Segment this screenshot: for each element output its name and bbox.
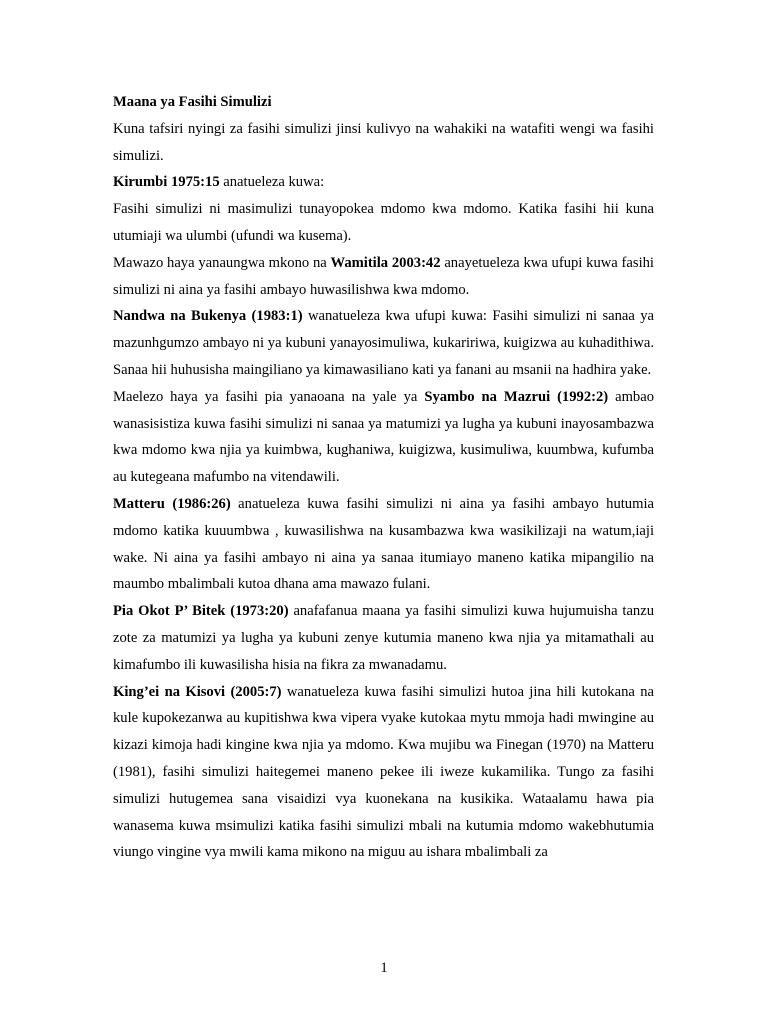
document-title: Maana ya Fasihi Simulizi (113, 94, 272, 110)
citation-text: Kirumbi 1975:15 (113, 174, 220, 191)
body-text: Fasihi simulizi ni masimulizi tunayopokea mdomo kwa mdomo. Katika fasihi hii kuna utumiaji wa ulumbi (ufundi wa kusema). (113, 201, 654, 244)
body-text: anayetueleza kwa ufupi kuwa fasihi simulizi ni aina ya fasihi ambayo huwasilishwa kwa mdomo. (113, 254, 654, 298)
body-text: anafafanua maana ya fasihi simulizi kuwa hujumuisha tanzu zote za matumizi ya lugha ya kubuni zenye kutumia maneno kwa njia ya mitamathali au kimafumbo ili kuwasilisha hisia na fikra za mwanadamu. (113, 603, 654, 673)
body-text: Maelezo haya ya fasihi pia yanaoana na yale ya (113, 388, 425, 405)
body-text: wanatueleza kuwa fasihi simulizi hutoa jina hili kutokana na kule kupokezanwa au kupitishwa kwa vipera vyake kutokaa mytu mmoja hadi mwingine au kizazi kimoja hadi kingine kwa njia ya mdomo. Kwa mujibu wa Finegan (1970) na Matteru (1981), fasihi simulizi haitegemei maneno pekee ili iweze kukamilika. Tungo za fasihi simulizi hutugemea sana visaidizi vya kuonekana na kusikika. Wataalamu hawa pia wanasema kuwa msimulizi katika fasihi simulizi mbali na kutumia mdomo wakebhutumia viungo vingine vya mwili kama mikono na miguu au ishara mbalimbali za (113, 683, 654, 861)
document-body (113, 116, 654, 866)
paragraph (113, 169, 654, 196)
paragraph (113, 491, 654, 598)
paragraph (113, 384, 654, 491)
body-text: anatueleza kuwa fasihi simulizi ni aina ya fasihi ambayo hutumia mdomo katika kuuumbwa , kuwasilishwa na kusambazwa kwa wasikilizaji na watum,iaji wake. Ni aina ya fasihi ambayo ni aina ya sanaa itumiayo maneno katika mipangilio na maumbo mbalimbali kutoa dhana ama mawazo fulani. (113, 495, 654, 593)
body-text: Mawazo haya yanaungwa mkono na (113, 254, 331, 271)
paragraph (113, 196, 654, 250)
page-number: 1 (380, 960, 388, 976)
body-text: ambao wanasisistiza kuwa fasihi simulizi ni sanaa ya matumizi ya lugha ya kubuni inayosambazwa kwa mdomo kwa njia ya kuimbwa, kughaniwa, kuigizwa, kusimuliwa, kuumbwa, kufumba au kutegeana mafumbo na vitendawili. (113, 388, 654, 486)
citation-text: Syambo na Mazrui (1992:2) (424, 388, 609, 405)
paragraph (113, 598, 654, 678)
body-text: Kuna tafsiri nyingi za fasihi simulizi jinsi kulivyo na wahakiki na watafiti wengi wa fasihi simulizi. (113, 120, 654, 164)
paragraph (113, 250, 654, 304)
paragraph (113, 679, 654, 867)
citation-text: Pia Okot P’ Bitek (1973:20) (113, 603, 289, 620)
document-page (113, 89, 654, 866)
body-text: wanatueleza kwa ufupi kuwa: Fasihi simulizi ni sanaa ya mazunhgumzo ambayo ni ya kubuni yanayosimuliwa, kukaririwa, kuigizwa au kuhadithiwa. Sanaa hii huhusisha maingiliano ya kimawasiliano kati ya fanani au msanii na hadhira yake. (113, 308, 654, 378)
citation-text: Matteru (1986:26) (113, 495, 231, 512)
paragraph (113, 303, 654, 383)
citation-text: Nandwa na Bukenya (1983:1) (113, 308, 303, 325)
citation-text: Wamitila 2003:42 (330, 254, 441, 271)
paragraph (113, 116, 654, 170)
body-text: anatueleza kuwa: (219, 174, 325, 191)
citation-text: King’ei na Kisovi (2005:7) (113, 683, 282, 700)
